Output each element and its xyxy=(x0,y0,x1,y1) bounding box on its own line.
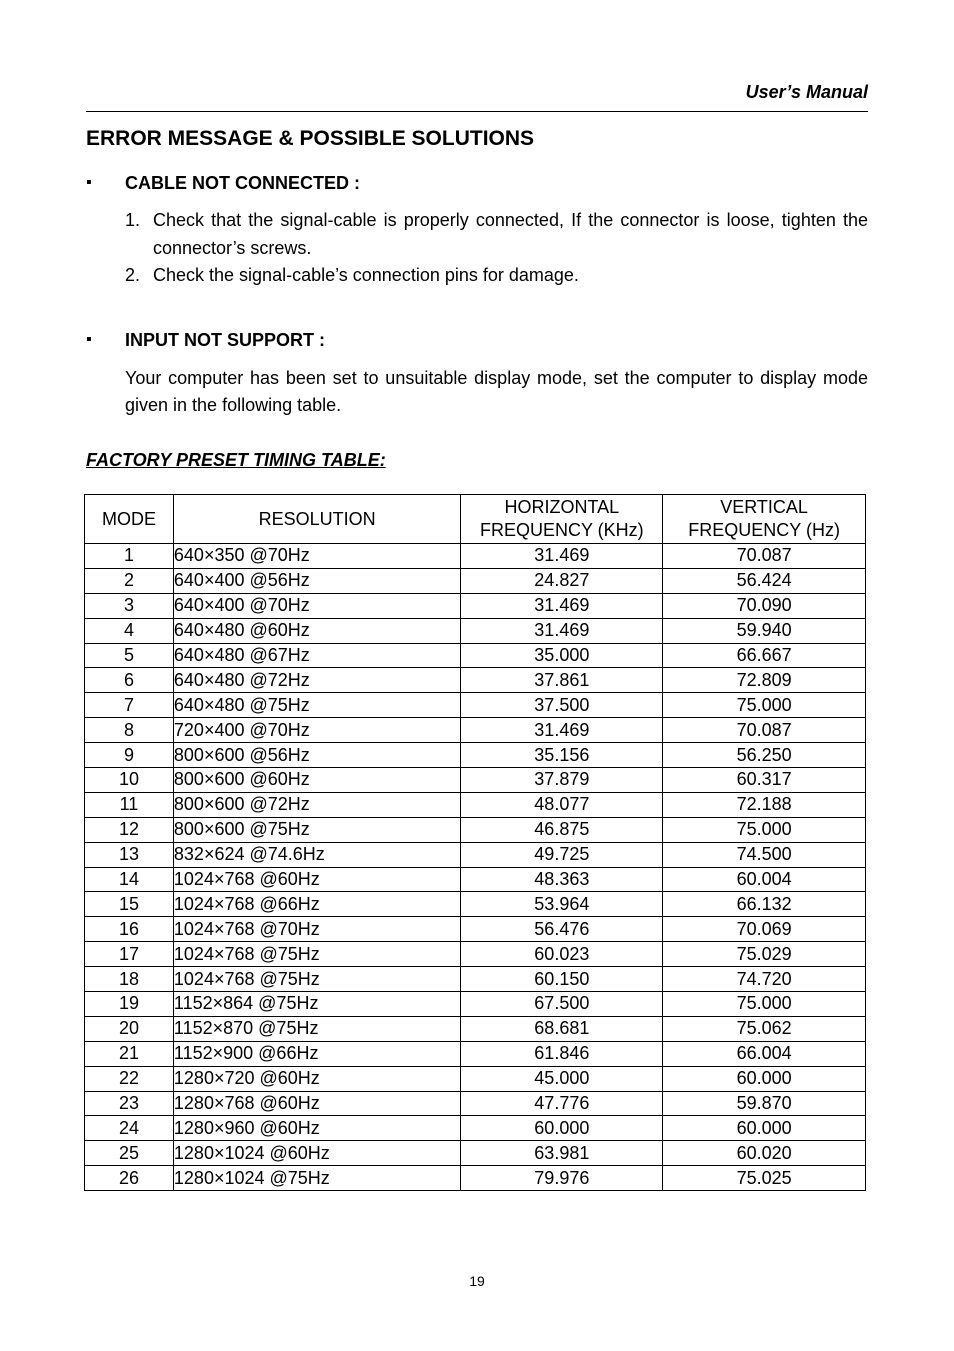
table-header-row xyxy=(85,495,866,544)
table-row xyxy=(85,1016,866,1041)
table-row xyxy=(85,1066,866,1091)
cell-vertical-frequency: 70.090 xyxy=(663,593,866,618)
cell-horizontal-frequency: 56.476 xyxy=(461,917,663,942)
cell-mode: 19 xyxy=(85,992,174,1017)
cell-mode: 3 xyxy=(85,593,174,618)
table-row xyxy=(85,768,866,793)
cell-resolution: 640×480 @60Hz xyxy=(173,618,461,643)
cell-mode: 13 xyxy=(85,842,174,867)
cell-horizontal-frequency: 60.000 xyxy=(461,1116,663,1141)
cell-resolution: 1024×768 @66Hz xyxy=(173,892,461,917)
cell-vertical-frequency: 75.000 xyxy=(663,992,866,1017)
cell-mode: 12 xyxy=(85,817,174,842)
cell-horizontal-frequency: 46.875 xyxy=(461,817,663,842)
table-row xyxy=(85,992,866,1017)
cell-mode: 14 xyxy=(85,867,174,892)
cell-horizontal-frequency: 53.964 xyxy=(461,892,663,917)
input-not-support-heading: INPUT NOT SUPPORT : xyxy=(125,330,326,350)
table-row xyxy=(85,643,866,668)
table-row xyxy=(85,743,866,768)
table-row xyxy=(85,792,866,817)
section-title: ERROR MESSAGE & POSSIBLE SOLUTIONS xyxy=(86,127,535,150)
cell-horizontal-frequency: 60.023 xyxy=(461,942,663,967)
cell-vertical-frequency: 72.809 xyxy=(663,668,866,693)
cell-mode: 17 xyxy=(85,942,174,967)
list-item-text: Check the signal-cable’s connection pins for damage. xyxy=(153,265,579,285)
cell-horizontal-frequency: 79.976 xyxy=(461,1166,663,1191)
cell-vertical-frequency: 75.000 xyxy=(663,817,866,842)
cell-resolution: 1280×1024 @75Hz xyxy=(173,1166,461,1191)
cell-resolution: 640×480 @67Hz xyxy=(173,643,461,668)
cell-resolution: 800×600 @60Hz xyxy=(173,768,461,793)
table-row xyxy=(85,1166,866,1191)
cell-mode: 22 xyxy=(85,1066,174,1091)
cell-horizontal-frequency: 35.000 xyxy=(461,643,663,668)
cell-mode: 15 xyxy=(85,892,174,917)
table-row xyxy=(85,568,866,593)
table-row xyxy=(85,817,866,842)
cell-resolution: 640×480 @75Hz xyxy=(173,693,461,718)
cell-horizontal-frequency: 48.363 xyxy=(461,867,663,892)
table-row xyxy=(85,942,866,967)
cell-mode: 8 xyxy=(85,718,174,743)
cell-vertical-frequency: 75.000 xyxy=(663,693,866,718)
cell-horizontal-frequency: 37.879 xyxy=(461,768,663,793)
table-row xyxy=(85,544,866,569)
bullet-icon: ▪ xyxy=(86,331,92,348)
cell-vertical-frequency: 70.087 xyxy=(663,544,866,569)
cell-horizontal-frequency: 67.500 xyxy=(461,992,663,1017)
cell-horizontal-frequency: 31.469 xyxy=(461,718,663,743)
cell-horizontal-frequency: 63.981 xyxy=(461,1141,663,1166)
cell-vertical-frequency: 70.087 xyxy=(663,718,866,743)
table-title: FACTORY PRESET TIMING TABLE: xyxy=(86,450,386,470)
cell-mode: 6 xyxy=(85,668,174,693)
cell-resolution: 640×350 @70Hz xyxy=(173,544,461,569)
cell-resolution: 800×600 @75Hz xyxy=(173,817,461,842)
cell-resolution: 640×400 @70Hz xyxy=(173,593,461,618)
header-title: User’s Manual xyxy=(745,82,868,102)
list-item-text: Check that the signal-cable is properly connected, If the connector is loose, tighten the connector’s screws. xyxy=(153,210,868,258)
cell-horizontal-frequency: 37.861 xyxy=(461,668,663,693)
cell-resolution: 1152×900 @66Hz xyxy=(173,1041,461,1066)
cell-resolution: 1152×864 @75Hz xyxy=(173,992,461,1017)
cell-vertical-frequency: 75.062 xyxy=(663,1016,866,1041)
cell-mode: 25 xyxy=(85,1141,174,1166)
cell-vertical-frequency: 60.020 xyxy=(663,1141,866,1166)
cell-vertical-frequency: 59.870 xyxy=(663,1091,866,1116)
table-row xyxy=(85,967,866,992)
cell-vertical-frequency: 72.188 xyxy=(663,792,866,817)
cell-mode: 24 xyxy=(85,1116,174,1141)
table-row xyxy=(85,618,866,643)
cell-mode: 5 xyxy=(85,643,174,668)
list-item-number: 1. xyxy=(125,210,141,230)
cell-horizontal-frequency: 37.500 xyxy=(461,693,663,718)
cell-resolution: 640×480 @72Hz xyxy=(173,668,461,693)
cell-resolution: 1024×768 @60Hz xyxy=(173,867,461,892)
cell-horizontal-frequency: 31.469 xyxy=(461,544,663,569)
page-number: 19 xyxy=(469,1273,485,1289)
cell-resolution: 832×624 @74.6Hz xyxy=(173,842,461,867)
table-row xyxy=(85,917,866,942)
cell-vertical-frequency: 66.004 xyxy=(663,1041,866,1066)
header-horizontal-frequency: HORIZONTAL FREQUENCY (KHz) xyxy=(461,495,663,544)
table-row xyxy=(85,1091,866,1116)
bullet-icon: ▪ xyxy=(86,174,92,191)
table-row xyxy=(85,1141,866,1166)
cell-horizontal-frequency: 61.846 xyxy=(461,1041,663,1066)
cell-mode: 26 xyxy=(85,1166,174,1191)
header-divider xyxy=(86,111,868,112)
table-row xyxy=(85,593,866,618)
cell-resolution: 1024×768 @75Hz xyxy=(173,942,461,967)
cell-vertical-frequency: 75.025 xyxy=(663,1166,866,1191)
cell-resolution: 640×400 @56Hz xyxy=(173,568,461,593)
input-not-support-text: Your computer has been set to unsuitable display mode, set the computer to display mode given in the following table. xyxy=(125,368,868,415)
cell-resolution: 800×600 @56Hz xyxy=(173,743,461,768)
cell-horizontal-frequency: 48.077 xyxy=(461,792,663,817)
cell-resolution: 1024×768 @70Hz xyxy=(173,917,461,942)
cell-mode: 21 xyxy=(85,1041,174,1066)
cell-horizontal-frequency: 35.156 xyxy=(461,743,663,768)
table-row xyxy=(85,867,866,892)
cell-horizontal-frequency: 31.469 xyxy=(461,593,663,618)
cell-vertical-frequency: 60.317 xyxy=(663,768,866,793)
cell-vertical-frequency: 60.004 xyxy=(663,867,866,892)
cell-resolution: 1152×870 @75Hz xyxy=(173,1016,461,1041)
cell-mode: 1 xyxy=(85,544,174,569)
table-row xyxy=(85,693,866,718)
cell-vertical-frequency: 59.940 xyxy=(663,618,866,643)
cell-resolution: 1280×960 @60Hz xyxy=(173,1116,461,1141)
cell-vertical-frequency: 66.132 xyxy=(663,892,866,917)
cell-vertical-frequency: 74.500 xyxy=(663,842,866,867)
cell-vertical-frequency: 70.069 xyxy=(663,917,866,942)
cell-mode: 11 xyxy=(85,792,174,817)
table-row xyxy=(85,668,866,693)
cell-vertical-frequency: 75.029 xyxy=(663,942,866,967)
table-row xyxy=(85,1116,866,1141)
cell-mode: 18 xyxy=(85,967,174,992)
cell-resolution: 720×400 @70Hz xyxy=(173,718,461,743)
cell-vertical-frequency: 66.667 xyxy=(663,643,866,668)
cell-mode: 23 xyxy=(85,1091,174,1116)
cell-vertical-frequency: 60.000 xyxy=(663,1116,866,1141)
cell-horizontal-frequency: 24.827 xyxy=(461,568,663,593)
table-row xyxy=(85,1041,866,1066)
list-item-number: 2. xyxy=(125,265,141,285)
header-vertical-frequency: VERTICAL FREQUENCY (Hz) xyxy=(663,495,866,544)
cell-horizontal-frequency: 68.681 xyxy=(461,1016,663,1041)
cell-horizontal-frequency: 49.725 xyxy=(461,842,663,867)
cell-mode: 20 xyxy=(85,1016,174,1041)
cell-mode: 10 xyxy=(85,768,174,793)
cable-not-connected-heading: CABLE NOT CONNECTED : xyxy=(125,173,360,193)
table-row xyxy=(85,718,866,743)
cell-mode: 16 xyxy=(85,917,174,942)
cell-horizontal-frequency: 47.776 xyxy=(461,1091,663,1116)
cell-resolution: 800×600 @72Hz xyxy=(173,792,461,817)
cell-mode: 9 xyxy=(85,743,174,768)
cell-resolution: 1280×1024 @60Hz xyxy=(173,1141,461,1166)
cell-resolution: 1280×768 @60Hz xyxy=(173,1091,461,1116)
cell-vertical-frequency: 60.000 xyxy=(663,1066,866,1091)
table-row xyxy=(85,842,866,867)
cell-mode: 4 xyxy=(85,618,174,643)
cell-resolution: 1280×720 @60Hz xyxy=(173,1066,461,1091)
cell-mode: 7 xyxy=(85,693,174,718)
cell-horizontal-frequency: 60.150 xyxy=(461,967,663,992)
cell-mode: 2 xyxy=(85,568,174,593)
cell-horizontal-frequency: 31.469 xyxy=(461,618,663,643)
cell-vertical-frequency: 56.250 xyxy=(663,743,866,768)
cell-resolution: 1024×768 @75Hz xyxy=(173,967,461,992)
timing-table xyxy=(84,494,866,1191)
table-row xyxy=(85,892,866,917)
cell-horizontal-frequency: 45.000 xyxy=(461,1066,663,1091)
header-resolution: RESOLUTION xyxy=(173,495,461,544)
cell-vertical-frequency: 56.424 xyxy=(663,568,866,593)
header-mode: MODE xyxy=(85,495,174,544)
cell-vertical-frequency: 74.720 xyxy=(663,967,866,992)
